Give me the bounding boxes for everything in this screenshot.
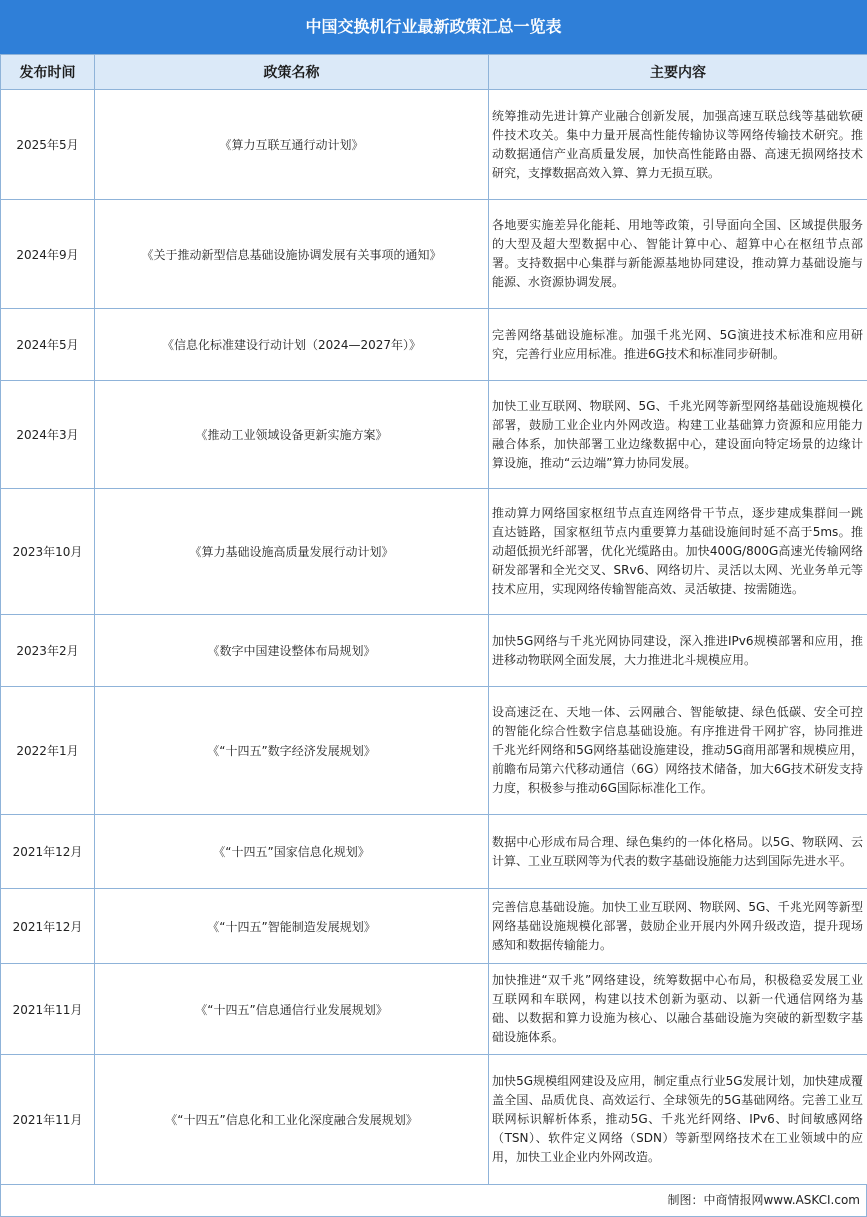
page-title: 中国交换机行业最新政策汇总一览表	[0, 0, 867, 54]
row-policy-name: 《推动工业领域设备更新实施方案》	[95, 381, 489, 489]
row-date: 2025年5月	[1, 90, 95, 200]
row-content: 设高速泛在、天地一体、云网融合、智能敏捷、绿色低碳、安全可控的智能化综合性数字信息基础设施。有序推进骨干网扩容，协同推进千兆光纤网络和5G网络基础设施建设，推动5G商用部署和规模应用，前瞻布局第六代移动通信（6G）网络技术储备，加大6G技术研发支持力度，积极参与推动6G国际标准化工作。	[489, 687, 867, 815]
header-content: 主要内容	[489, 55, 867, 90]
row-date: 2023年2月	[1, 615, 95, 687]
table-row	[1, 1055, 867, 1185]
row-date: 2024年3月	[1, 381, 95, 489]
row-date: 2021年11月	[1, 964, 95, 1055]
table-row	[1, 90, 867, 200]
table-row	[1, 200, 867, 309]
row-content: 各地要实施差异化能耗、用地等政策，引导面向全国、区域提供服务的大型及超大型数据中心、智能计算中心、超算中心在枢纽节点部署。支持数据中心集群与新能源基地协同建设，推动算力基础设施与能源、水资源协调发展。	[489, 200, 867, 309]
row-content: 完善网络基础设施标准。加强千兆光网、5G演进技术标准和应用研究，完善行业应用标准。推进6G技术和标准同步研制。	[489, 309, 867, 381]
row-policy-name: 《数字中国建设整体布局规划》	[95, 615, 489, 687]
row-content: 统筹推动先进计算产业融合创新发展，加强高速互联总线等基础软硬件技术攻关。集中力量开展高性能传输协议等网络传输技术研究。推动数据通信产业高质量发展，加快高性能路由器、高速无损网络技术研究，支撑数据高效入算、算力无损互联。	[489, 90, 867, 200]
table-row	[1, 489, 867, 615]
row-policy-name: 《“十四五”信息化和工业化深度融合发展规划》	[95, 1055, 489, 1185]
row-policy-name: 《信息化标准建设行动计划（2024—2027年）》	[95, 309, 489, 381]
table-row	[1, 615, 867, 687]
row-policy-name: 《“十四五”智能制造发展规划》	[95, 889, 489, 964]
source-credit: 制图：中商情报网www.ASKCI.com	[0, 1185, 867, 1217]
header-date: 发布时间	[1, 55, 95, 90]
row-content: 推动算力网络国家枢纽节点直连网络骨干节点，逐步建成集群间一跳直达链路，国家枢纽节点内重要算力基础设施间时延不高于5ms。推动超低损光纤部署，优化光缆路由。加快400G/800G高速光传输网络研发部署和全光交叉、SRv6、网络切片、灵活以太网、光业务单元等技术应用，实现网络传输智能高效、灵活敏捷、按需随选。	[489, 489, 867, 615]
row-policy-name: 《算力基础设施高质量发展行动计划》	[95, 489, 489, 615]
row-date: 2021年12月	[1, 815, 95, 889]
row-policy-name: 《“十四五”数字经济发展规划》	[95, 687, 489, 815]
row-content: 加快5G网络与千兆光网协同建设，深入推进IPv6规模部署和应用，推进移动物联网全面发展，大力推进北斗规模应用。	[489, 615, 867, 687]
row-content: 加快工业互联网、物联网、5G、千兆光网等新型网络基础设施规模化部署，鼓励工业企业内外网改造。构建工业基础算力资源和应用能力融合体系，加快部署工业边缘数据中心，建设面向特定场景的边缘计算设施，推动“云边端”算力协同发展。	[489, 381, 867, 489]
row-content: 加快推进“双千兆”网络建设，统筹数据中心布局，积极稳妥发展工业互联网和车联网，构建以技术创新为驱动、以新一代通信网络为基础、以数据和算力设施为核心、以融合基础设施为突破的新型数字基础设施体系。	[489, 964, 867, 1055]
row-date: 2024年5月	[1, 309, 95, 381]
row-date: 2022年1月	[1, 687, 95, 815]
table-row	[1, 889, 867, 964]
row-policy-name: 《“十四五”国家信息化规划》	[95, 815, 489, 889]
row-content: 加快5G规模组网建设及应用，制定重点行业5G发展计划，加快建成覆盖全国、品质优良、高效运行、全球领先的5G基础网络。完善工业互联网标识解析体系，推动5G、千兆光纤网络、IPv6、时间敏感网络（TSN）、软件定义网络（SDN）等新型网络技术在工业领域中的应用，加快工业企业内外网改造。	[489, 1055, 867, 1185]
row-date: 2024年9月	[1, 200, 95, 309]
row-content: 完善信息基础设施。加快工业互联网、物联网、5G、千兆光网等新型网络基础设施规模化部署，鼓励企业开展内外网升级改造，提升现场感知和数据传输能力。	[489, 889, 867, 964]
policy-table	[0, 54, 867, 1185]
table-row	[1, 964, 867, 1055]
table-row	[1, 381, 867, 489]
header-name: 政策名称	[95, 55, 489, 90]
row-policy-name: 《算力互联互通行动计划》	[95, 90, 489, 200]
row-policy-name: 《“十四五”信息通信行业发展规划》	[95, 964, 489, 1055]
table-row	[1, 309, 867, 381]
row-content: 数据中心形成布局合理、绿色集约的一体化格局。以5G、物联网、云计算、工业互联网等为代表的数字基础设施能力达到国际先进水平。	[489, 815, 867, 889]
row-policy-name: 《关于推动新型信息基础设施协调发展有关事项的通知》	[95, 200, 489, 309]
row-date: 2021年12月	[1, 889, 95, 964]
table-row	[1, 687, 867, 815]
table-row	[1, 815, 867, 889]
table-header-row	[1, 55, 867, 90]
row-date: 2023年10月	[1, 489, 95, 615]
row-date: 2021年11月	[1, 1055, 95, 1185]
